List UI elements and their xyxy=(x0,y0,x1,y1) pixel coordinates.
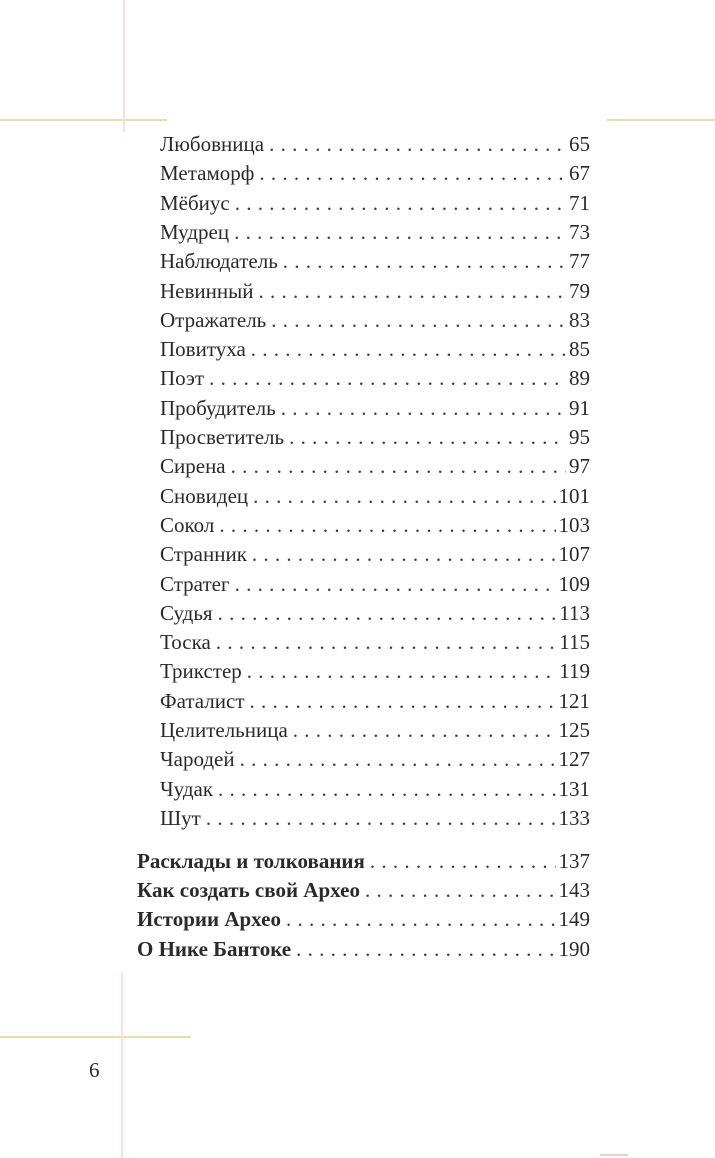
dot-leader xyxy=(253,482,555,511)
dot-leader xyxy=(293,716,556,745)
toc-entry-page: 103 xyxy=(558,512,590,537)
dot-leader xyxy=(296,935,555,964)
dot-leader xyxy=(231,452,566,481)
toc-entry-page: 95 xyxy=(569,425,590,449)
toc-entry-row[interactable] xyxy=(160,511,590,540)
toc-entry-title: Чародей xyxy=(160,747,235,772)
toc-entry-row[interactable] xyxy=(160,657,590,686)
dot-leader xyxy=(206,804,556,833)
toc-entry-row[interactable] xyxy=(160,482,590,511)
dot-leader xyxy=(216,628,556,657)
toc-section-row[interactable] xyxy=(137,935,590,964)
dot-leader xyxy=(283,247,566,276)
toc-entry-page: 137 xyxy=(558,849,590,873)
dot-leader xyxy=(281,394,566,423)
toc-entry-title: Наблюдатель xyxy=(160,249,278,274)
toc-entry-page: 83 xyxy=(569,307,590,332)
toc-entry-title: Стратег xyxy=(160,571,230,596)
toc-entry-page: 107 xyxy=(558,542,590,567)
toc-entry-title: Судья xyxy=(160,600,213,625)
dot-leader xyxy=(250,687,556,716)
toc-entry-page: 113 xyxy=(559,600,590,625)
toc-entry-title: Шут xyxy=(160,805,201,830)
toc-entry-title: Отражатель xyxy=(160,307,267,332)
page-number: 6 xyxy=(89,1058,100,1082)
toc-entry-row[interactable] xyxy=(160,335,590,364)
toc-entry-title: Сновидец xyxy=(160,483,249,508)
toc-entry-page: 109 xyxy=(558,571,590,596)
toc-entry-row[interactable] xyxy=(160,452,590,481)
toc-entry-title: Любовница xyxy=(160,132,265,156)
toc-entry-row[interactable] xyxy=(160,364,590,393)
toc-section-row[interactable] xyxy=(137,876,590,905)
dot-leader xyxy=(235,570,556,599)
dot-leader xyxy=(235,189,566,218)
toc-entry-page: 71 xyxy=(569,190,590,215)
toc-entry-title: Невинный xyxy=(160,278,254,303)
toc-entry-title: Мёбиус xyxy=(160,190,230,215)
dot-leader xyxy=(370,847,556,876)
toc-entry-page: 149 xyxy=(558,907,590,932)
dot-leader xyxy=(218,775,555,804)
toc-entry-title: Странник xyxy=(160,542,247,567)
crop-mark xyxy=(607,119,715,121)
toc-entry-page: 101 xyxy=(558,483,590,508)
toc-entry-page: 127 xyxy=(558,747,590,772)
toc-entry-row[interactable] xyxy=(160,423,590,452)
toc-entry-page: 133 xyxy=(558,805,590,830)
toc-entry-title: Мудрец xyxy=(160,219,230,244)
toc-entry-title: Истории Архео xyxy=(137,907,281,932)
dot-leader xyxy=(252,540,556,569)
toc-entry-title: Целительница xyxy=(160,718,288,742)
toc-entry-page: 65 xyxy=(569,132,590,156)
crop-mark xyxy=(0,1036,191,1038)
toc-entry-title: Метаморф xyxy=(160,161,255,186)
toc-entry-page: 121 xyxy=(558,688,590,713)
dot-leader xyxy=(240,745,556,774)
toc-entry-title: Поэт xyxy=(160,366,205,391)
toc-entry-row[interactable] xyxy=(160,716,590,745)
toc-entry-page: 91 xyxy=(569,395,590,420)
toc-entry-row[interactable] xyxy=(160,775,590,804)
crop-mark xyxy=(600,1154,628,1156)
dot-leader xyxy=(218,599,557,628)
toc-entry-row[interactable] xyxy=(160,687,590,716)
dot-leader xyxy=(365,876,556,905)
toc-entry-title: Чудак xyxy=(160,776,214,801)
toc-entry-page: 77 xyxy=(569,249,590,274)
toc-entry-row[interactable] xyxy=(160,570,590,599)
toc-entry-row[interactable] xyxy=(160,189,590,218)
dot-leader xyxy=(251,335,566,364)
toc-entry-page: 97 xyxy=(569,454,590,479)
toc-entry-page: 125 xyxy=(558,718,590,742)
toc-entry-row[interactable] xyxy=(160,247,590,276)
toc-entry-title: Трикстер xyxy=(160,659,242,684)
dot-leader xyxy=(247,657,557,686)
toc-entry-row[interactable] xyxy=(160,159,590,188)
toc-entry-page: 85 xyxy=(569,337,590,362)
toc-entry-row[interactable] xyxy=(160,277,590,306)
toc-entry-page: 190 xyxy=(558,936,590,961)
toc-entry-row[interactable] xyxy=(160,394,590,423)
toc-entry-title: Фаталист xyxy=(160,688,245,713)
toc-entry-page: 89 xyxy=(569,366,590,391)
crop-mark xyxy=(121,972,123,1158)
toc-entry-title: Сокол xyxy=(160,512,215,537)
toc-entry-page: 131 xyxy=(558,776,590,801)
dot-leader xyxy=(209,364,566,393)
toc-entry-title: О Нике Бантоке xyxy=(137,936,292,961)
toc-entry-title: Как создать свой Архео xyxy=(137,878,360,903)
toc-entry-row[interactable] xyxy=(160,130,590,159)
dot-leader xyxy=(258,277,566,306)
dot-leader xyxy=(219,511,555,540)
toc-entry-title: Пробудитель xyxy=(160,395,276,420)
toc-entry-page: 67 xyxy=(569,161,590,186)
dot-leader xyxy=(259,159,566,188)
dot-leader xyxy=(269,130,566,159)
toc-entry-title: Повитуха xyxy=(160,337,246,362)
toc-section-row[interactable] xyxy=(137,847,590,876)
toc-entry-row[interactable] xyxy=(160,628,590,657)
dot-leader xyxy=(286,905,556,934)
crop-mark xyxy=(0,119,167,121)
crop-mark xyxy=(123,0,125,132)
toc-entry-row[interactable] xyxy=(160,599,590,628)
toc-entry-title: Расклады и толкования xyxy=(137,849,365,873)
dot-leader xyxy=(234,218,566,247)
toc-entry-title: Тоска xyxy=(160,630,211,655)
toc-section-row[interactable] xyxy=(137,905,590,934)
toc-entry-page: 143 xyxy=(558,878,590,903)
toc-entry-page: 73 xyxy=(569,219,590,244)
toc-entry-row[interactable] xyxy=(160,745,590,774)
toc-entry-page: 115 xyxy=(559,630,590,655)
toc-entry-row[interactable] xyxy=(160,804,590,833)
toc-entry-title: Просветитель xyxy=(160,425,285,449)
toc-entry-page: 119 xyxy=(559,659,590,684)
toc-entry-row[interactable] xyxy=(160,540,590,569)
toc-entry-page: 79 xyxy=(569,278,590,303)
dot-leader xyxy=(271,306,566,335)
toc-entry-row[interactable] xyxy=(160,306,590,335)
toc-entry-title: Сирена xyxy=(160,454,226,479)
toc-entry-row[interactable] xyxy=(160,218,590,247)
dot-leader xyxy=(289,423,566,452)
